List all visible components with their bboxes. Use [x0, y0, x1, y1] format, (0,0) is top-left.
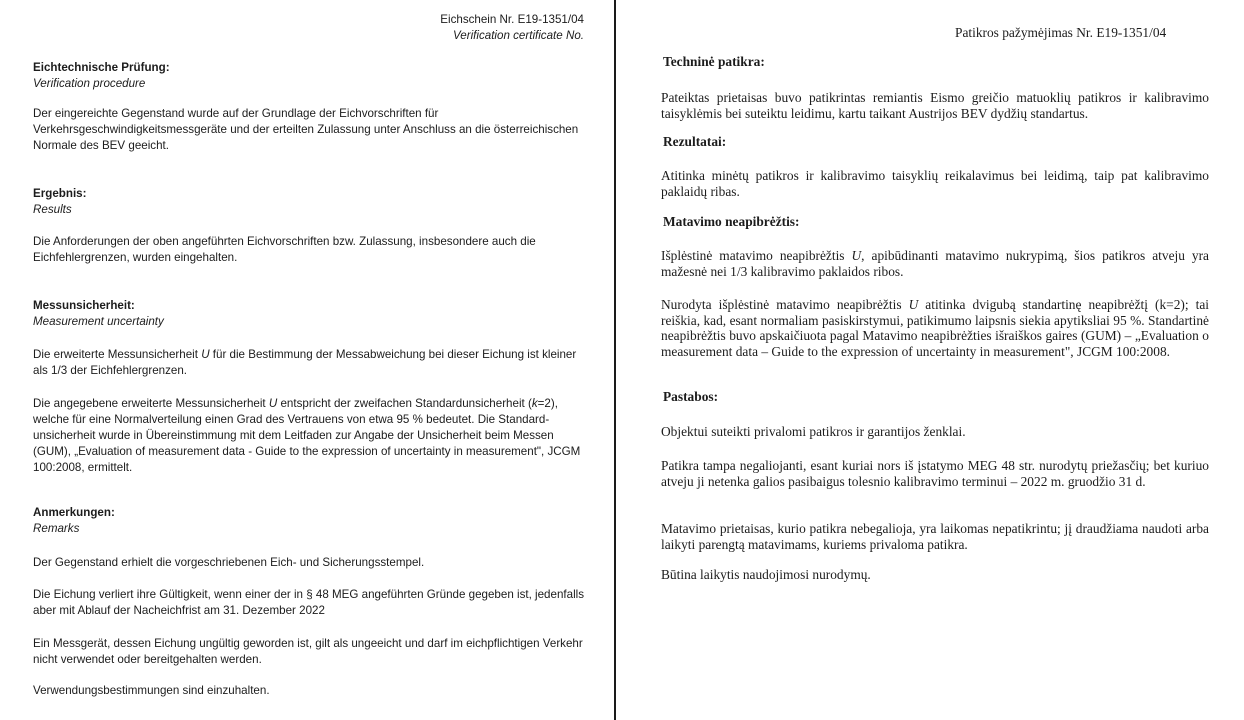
- lithuanian-translation-page: [617, 0, 1244, 720]
- uncertainty-paragraph-1: Die erweiterte Messunsicherheit U für die Bestimmung der Messabweichung bei dieser Eichung ist kleiner als 1/3 der Eichfehlergrenzen.: [33, 348, 577, 377]
- uncertainty-paragraph-1-lt: Išplėstinė matavimo neapibrėžtis U, apibūdinanti matavimo nukrypimą, šios patikros atveju yra mažesnė nei 1/3 kalibravimo paklaidos ribos.: [661, 248, 1209, 279]
- section-subtitle-verification: Verification procedure: [33, 77, 146, 90]
- remarks-paragraph-4: Verwendungsbestimmungen sind einzuhalten.: [33, 684, 270, 697]
- certificate-number: Eichschein Nr. E19-1351/04: [440, 13, 584, 26]
- results-paragraph-lt: Atitinka minėtų patikros ir kalibravimo taisyklių reikalavimus bei leidimą, taip pat kalibravimo paklaidų ribas.: [661, 168, 1209, 199]
- german-certificate-page: [0, 0, 614, 720]
- results-paragraph: Die Anforderungen der oben angeführten Eichvorschriften bzw. Zulassung, insbesondere auch die Eichfehlergrenzen, wurden eingehalten.: [33, 235, 536, 264]
- remarks-paragraph-4-lt: Būtina laikytis naudojimosi nurodymų.: [661, 567, 871, 582]
- section-title-verification: Eichtechnische Prüfung:: [33, 61, 170, 74]
- remarks-paragraph-2-lt: Patikra tampa negaliojanti, esant kuriai nors iš įstatymo MEG 48 str. nurodytų priežasčių; bet kuriuo atveju ji netenka galios pasibaigus tolesnio kalibravimo terminui – 2022 m. gruodžio 31 d.: [661, 458, 1209, 489]
- remarks-paragraph-3-lt: Matavimo prietaisas, kurio patikra nebegalioja, yra laikomas nepatikrintu; jį draudžiama naudoti arba laikyti parengtą matavimams, kuriems privaloma patikra.: [661, 521, 1209, 552]
- remarks-paragraph-2: Die Eichung verliert ihre Gültigkeit, wenn einer der in § 48 MEG angeführten Gründe gegeben ist, jedenfalls aber mit Ablauf der Nacheichfrist am 31. Dezember 2022: [33, 588, 585, 617]
- certificate-number-english: Verification certificate No.: [452, 29, 584, 42]
- section-title-results: Ergebnis:: [33, 187, 87, 200]
- section-title-uncertainty-lt: Matavimo neapibrėžtis:: [663, 214, 800, 229]
- section-title-uncertainty: Messunsicherheit:: [33, 299, 135, 312]
- section-title-technical-verification: Techninė patikra:: [663, 54, 765, 69]
- page-divider: [614, 0, 616, 720]
- section-title-results-lt: Rezultatai:: [663, 134, 727, 149]
- section-subtitle-remarks: Remarks: [33, 522, 80, 535]
- remarks-paragraph-3: Ein Messgerät, dessen Eichung ungültig geworden ist, gilt als ungeeicht und darf im eichpflichtigen Verkehr nicht verwendet oder bereitgehalten werden.: [33, 637, 583, 666]
- section-title-remarks: Anmerkungen:: [33, 506, 115, 519]
- remarks-paragraph-1-lt: Objektui suteikti privalomi patikros ir garantijos ženklai.: [661, 424, 966, 439]
- verification-paragraph: Der eingereichte Gegenstand wurde auf der Grundlage der Eichvorschriften für Verkehrsgeschwindigkeitsmessgeräte und der erteilten Zulassung unter Anschluss an die österreichischen Normale des BEV geeicht.: [33, 107, 579, 152]
- uncertainty-paragraph-2-lt: Nurodyta išplėstinė matavimo neapibrėžtis U atitinka dvigubą standartinę neapibrėžtį (k=2); tai reiškia, kad, esant normaliam pasiskirstymui, patikimumo laipsnis siekia apytiksliai 95 %. Standartinė neapibrėžtis buvo apskaičiuota pagal Matavimo neapibrėžties išraiškos gaires (GUM) – „Evaluation o measurement data – Guide to the expression of uncertainty in measurement", JCGM 100:2008.: [661, 297, 1209, 359]
- section-subtitle-uncertainty: Measurement uncertainty: [33, 315, 164, 328]
- section-subtitle-results: Results: [33, 203, 72, 216]
- uncertainty-paragraph-2: Die angegebene erweiterte Messunsicherheit U entspricht der zweifachen Standardunsicherheit (k=2), welche für eine Normalverteilung einen Grad des Vertrauens von etwa 95 % bedeutet. Die Standard-unsicherheit wurde in Übereinstimmung mit dem Leitfaden zur Angabe der Unsicherheit beim Messen (GUM), „Evaluation of measurement data - Guide to the expression of uncertainty in measurement", JCGM 100:2008, ermittelt.: [33, 397, 581, 474]
- technical-verification-paragraph: Pateiktas prietaisas buvo patikrintas remiantis Eismo greičio matuoklių patikros ir kalibravimo taisyklėmis bei suteiktu leidimu, kartu taikant Austrijos BEV dydžių standartus.: [661, 90, 1209, 121]
- remarks-paragraph-1: Der Gegenstand erhielt die vorgeschriebenen Eich- und Sicherungsstempel.: [33, 556, 425, 569]
- certificate-number-lt: Patikros pažymėjimas Nr. E19-1351/04: [955, 25, 1167, 40]
- section-title-remarks-lt: Pastabos:: [663, 389, 719, 404]
